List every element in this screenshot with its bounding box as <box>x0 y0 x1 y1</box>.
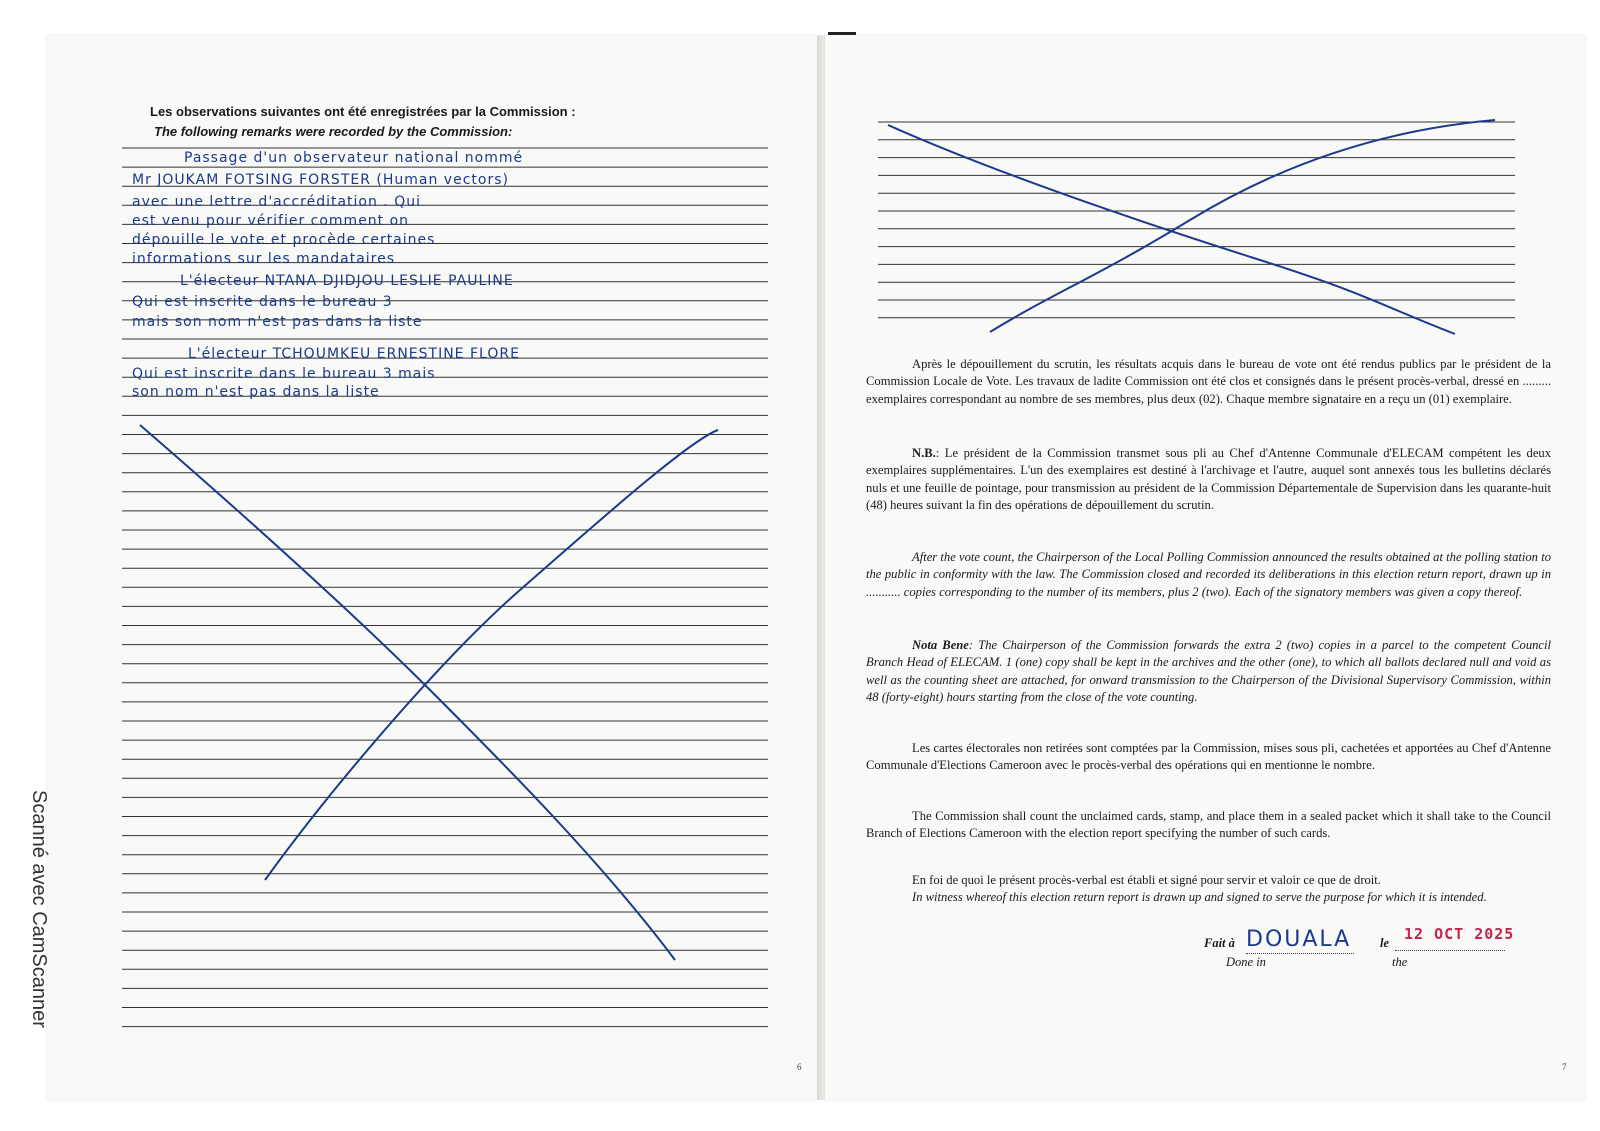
handwritten-line: Qui est inscrite dans le bureau 3 mais <box>132 366 436 382</box>
right-cross-out-stroke-1 <box>888 125 1455 334</box>
nota-bene-text: : The Chairperson of the Commission forwards the extra 2 (two) copies in a parcel to the competent Council Branch Head of ELECAM. 1 (one) copy shall be kept in the archives and the other (one), to which all ballots declared null and void as well as the counting sheet are attached, for onward transmission to the Chairperson of the Divisional Supervisory Commission, within 48 (forty-eight) hours starting from the close of the vote counting. <box>866 638 1552 705</box>
cards-text-en: The Commission shall count the unclaimed cards, stamp, and place them in a sealed packet which it shall take to the Council Branch of Elections Cameroon with the election report specifying the number of such cards. <box>866 809 1551 841</box>
witness-paragraph <box>866 872 1551 907</box>
handwritten-line: Passage d'un observateur national nommé <box>184 150 524 166</box>
date-dotted-line <box>1395 950 1505 951</box>
done-in-label: Done in <box>1226 955 1266 969</box>
left-cross-out-stroke-1 <box>140 425 675 960</box>
fait-a-label: Fait à <box>1204 936 1235 950</box>
le-label: le <box>1380 936 1390 950</box>
place-handwritten: DOUALA <box>1246 927 1352 952</box>
page-number-right: 7 <box>1562 1062 1567 1072</box>
place-dotted-line <box>1246 953 1354 954</box>
handwritten-line: dépouille le vote et procède certaines <box>132 232 436 248</box>
the-label: the <box>1392 955 1408 969</box>
right-ruled-lines <box>878 122 1515 318</box>
nb-label: N.B. <box>912 446 936 460</box>
nb-text: : Le président de la Commission transmet sous pli au Chef d'Antenne Communale d'ELECAM compétent les deux exemplaires supplémentaires. L'un des exemplaires est destiné à l'archivage et l'autre, auquel sont annexés tous les bulletins déclarés nuls et une feuille de pointage, pour transmission au président de la Commission Départementale de Supervision dans les quarante-huit (48) heures suivant la fin des opérations de dépouillement du scrutin. <box>866 446 1551 513</box>
left-cross-out-stroke-2 <box>265 430 718 880</box>
closing-text-fr: Après le dépouillement du scrutin, les résultats acquis dans le bureau de vote ont été rendus publics par le président de la Commission Locale de Vote. Les travaux de ladite Commission ont été clos et consignés dans le présent procès-verbal, dressé en ......... exemplaires correspondant au nombre de ses membres, plus deux (02). Chaque membre signataire en a reçu un (01) exemplaire. <box>866 357 1551 406</box>
cards-text-fr: Les cartes électorales non retirées sont comptées par la Commission, mises sous pli, cachetées et apportées au Chef d'Antenne Communale d'Elections Cameroon avec le procès-verbal des opérations qui en mentionne le nombre. <box>866 741 1551 773</box>
observations-header-en: The following remarks were recorded by the Commission: <box>154 124 513 139</box>
handwritten-line: L'électeur NTANA DJIDJOU LESLIE PAULINE <box>180 273 514 289</box>
handwritten-line: avec une lettre d'accréditation . Qui <box>132 194 421 210</box>
nota-bene-paragraph-en <box>866 637 1551 707</box>
handwritten-line: L'électeur TCHOUMKEU ERNESTINE FLORE <box>188 346 520 362</box>
camscanner-watermark: Scanné avec CamScanner <box>28 790 50 1028</box>
cards-paragraph-fr <box>866 740 1551 775</box>
witness-en: In witness whereof this election return report is drawn up and signed to serve the purpose for which it is intended. <box>912 890 1487 905</box>
nb-paragraph-fr <box>866 445 1551 515</box>
handwritten-line: est venu pour vérifier comment on <box>132 213 410 229</box>
handwritten-line: informations sur les mandataires <box>132 251 396 267</box>
observations-header-fr: Les observations suivantes ont été enregistrées par la Commission : <box>150 104 576 119</box>
closing-paragraph-en <box>866 549 1551 601</box>
closing-text-en: After the vote count, the Chairperson of the Local Polling Commission announced the results obtained at the polling station to the public in conformity with the law. The Commission closed and recorded its deliberations in this election return report, drawn up in ........... copies corresponding to the number of its members, plus 2 (two). Each of the signatory members was given a copy thereof. <box>866 550 1551 599</box>
handwritten-line: mais son nom n'est pas dans la liste <box>132 314 423 330</box>
handwritten-line: Qui est inscrite dans le bureau 3 <box>132 294 393 310</box>
witness-fr: En foi de quoi le présent procès-verbal est établi et signé pour servir et valoir ce que de droit. <box>912 873 1381 887</box>
handwritten-line: son nom n'est pas dans la liste <box>132 384 380 400</box>
date-stamp: 12 OCT 2025 <box>1404 925 1515 943</box>
nota-bene-label: Nota Bene <box>912 638 969 652</box>
handwritten-line: Mr JOUKAM FOTSING FORSTER (Human vectors) <box>132 172 509 188</box>
closing-paragraph-fr <box>866 356 1551 408</box>
cards-paragraph-en <box>866 808 1551 843</box>
page-number-left: 6 <box>797 1062 802 1072</box>
